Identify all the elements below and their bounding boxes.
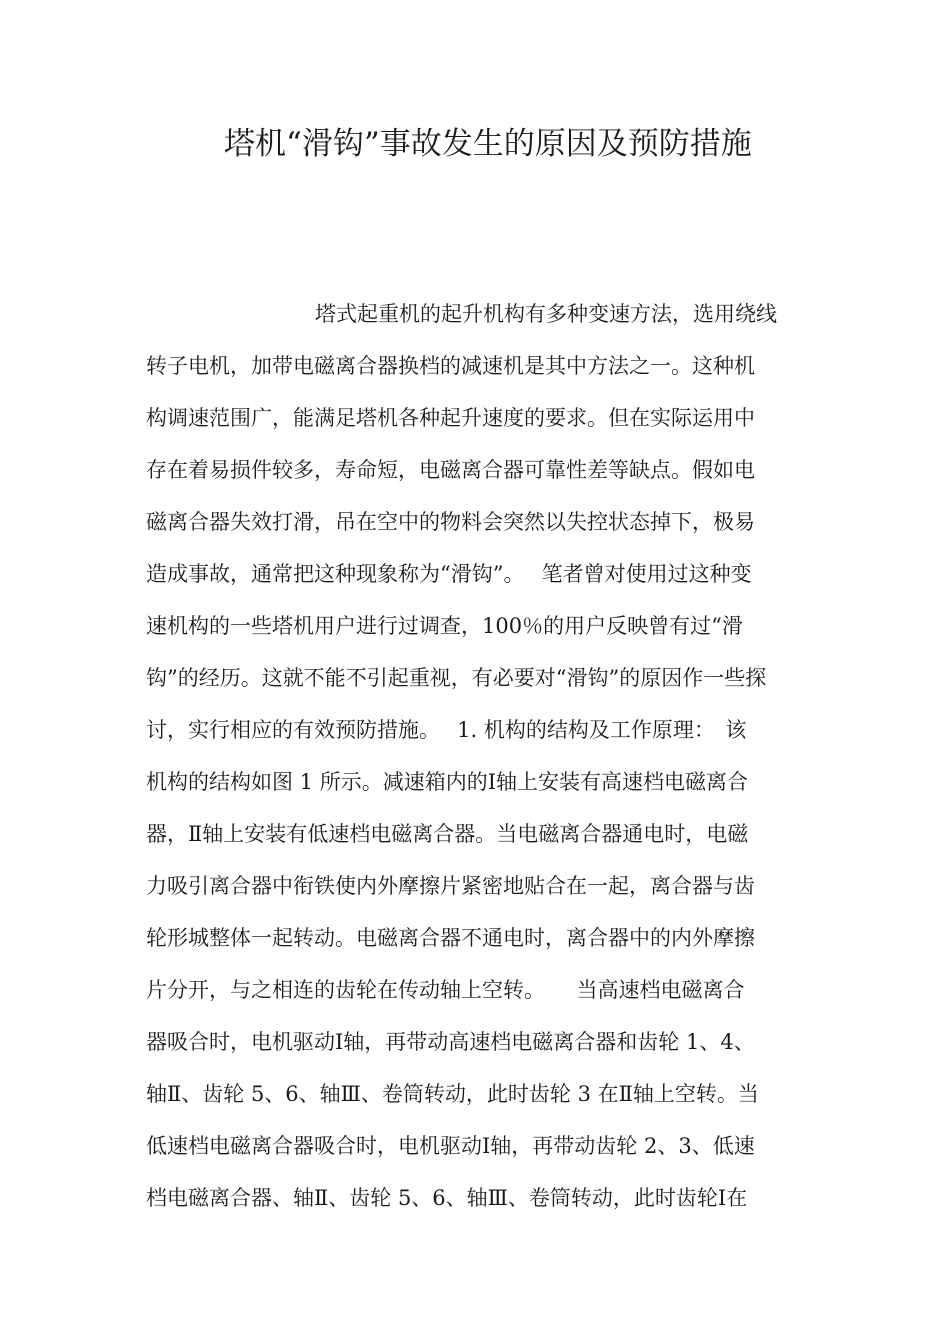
body-line: 片分开，与之相连的齿轮在传动轴上空转。 当高速档电磁离合 (146, 978, 745, 1002)
body-line: 塔式起重机的起升机构有多种变速方法，选用绕线 (315, 302, 777, 326)
body-line: 构调速范围广，能满足塔机各种起升速度的要求。但在实际运用中 (146, 406, 755, 430)
body-line: 轴Ⅱ、齿轮 5、6、轴Ⅲ、卷筒转动，此时齿轮 3 在Ⅱ轴上空转。当 (146, 1082, 759, 1106)
body-line: 低速档电磁离合器吸合时，电机驱动Ⅰ轴，再带动齿轮 2、3、低速 (146, 1134, 755, 1158)
document-title: 塔机“滑钩”事故发生的原因及预防措施 (224, 126, 752, 162)
body-line: 钩”的经历。这就不能不引起重视，有必要对“滑钩”的原因作一些探 (146, 666, 767, 690)
body-line: 器，Ⅱ轴上安装有低速档电磁离合器。当电磁离合器通电时，电磁 (146, 822, 749, 846)
body-line: 转子电机，加带电磁离合器换档的减速机是其中方法之一。这种机 (146, 354, 755, 378)
body-line: 力吸引离合器中衔铁使内外摩擦片紧密地贴合在一起，离合器与齿 (146, 874, 755, 898)
body-line: 存在着易损件较多，寿命短，电磁离合器可靠性差等缺点。假如电 (146, 458, 755, 482)
body-line: 讨，实行相应的有效预防措施。 1. 机构的结构及工作原理： 该 (146, 718, 747, 742)
body-line: 磁离合器失效打滑，吊在空中的物料会突然以失控状态掉下，极易 (146, 510, 755, 534)
body-line: 机构的结构如图 1 所示。减速箱内的Ⅰ轴上安装有高速档电磁离合 (146, 770, 749, 794)
body-line: 轮形城整体一起转动。电磁离合器不通电时，离合器中的内外摩擦 (146, 926, 755, 950)
document-body (146, 288, 816, 1224)
body-line: 档电磁离合器、轴Ⅱ、齿轮 5、6、轴Ⅲ、卷筒转动，此时齿轮Ⅰ在 (146, 1186, 748, 1210)
body-line: 造成事故，通常把这种现象称为“滑钩”。 笔者曾对使用过这种变 (146, 562, 752, 586)
body-line: 器吸合时，电机驱动Ⅰ轴，再带动高速档电磁离合器和齿轮 1、4、 (146, 1030, 755, 1054)
body-line: 速机构的一些塔机用户进行过调查，100％的用户反映曾有过“滑 (146, 614, 743, 638)
